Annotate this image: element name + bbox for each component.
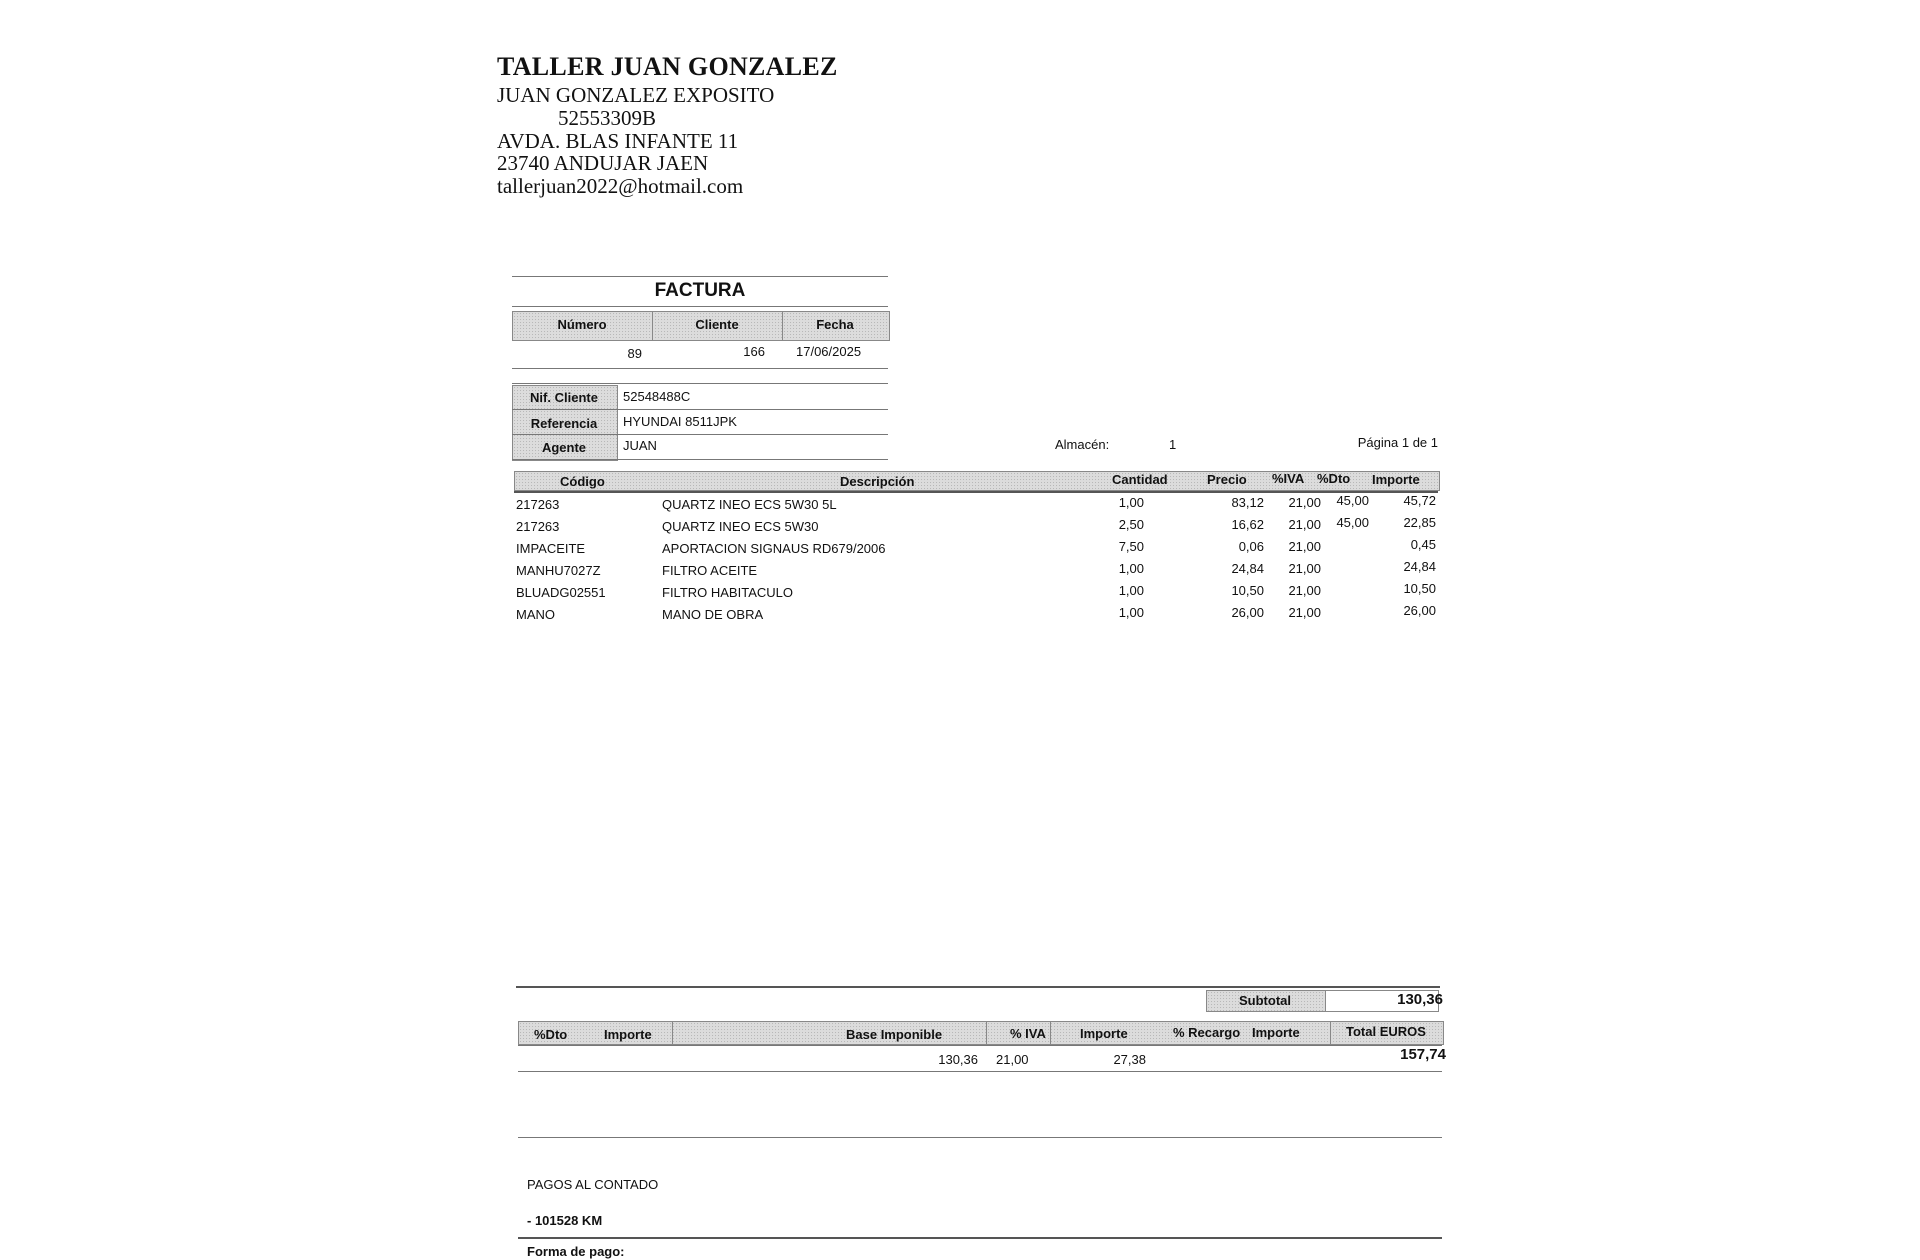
- taxes-header-bar: [518, 1021, 1444, 1045]
- invoice-bottom-rule: [512, 368, 888, 369]
- subtotal-value: 130,36: [1397, 991, 1443, 1008]
- line-cantidad: 1,00: [1118, 495, 1144, 510]
- invoice-title-rule: [512, 306, 888, 307]
- col-importe: Importe: [1372, 472, 1420, 487]
- invoice-number: 89: [627, 346, 642, 361]
- table-row: [514, 517, 1438, 539]
- company-owner: JUAN GONZALEZ EXPOSITO: [497, 83, 775, 107]
- lines-header-rule: [514, 491, 1438, 493]
- invoice-client-id: 166: [743, 344, 765, 359]
- line-importe: 45,72: [1403, 493, 1436, 508]
- line-importe: 10,50: [1403, 581, 1436, 596]
- importe-dto-label: Importe: [604, 1027, 652, 1042]
- line-descripcion: QUARTZ INEO ECS 5W30: [662, 519, 819, 534]
- taxes-header-divider: [1050, 1021, 1051, 1045]
- subtotal-label: Subtotal: [1239, 993, 1291, 1008]
- iva-importe-value: 27,38: [1113, 1052, 1146, 1067]
- almacen-label: Almacén:: [1055, 437, 1110, 452]
- line-descripcion: APORTACION SIGNAUS RD679/2006: [662, 541, 886, 556]
- client-referencia: HYUNDAI 8511JPK: [623, 414, 737, 429]
- iva-importe-label: Importe: [1080, 1026, 1128, 1041]
- line-dto: 45,00: [1336, 515, 1369, 530]
- col-codigo: Código: [560, 474, 605, 489]
- notes-top-rule: [518, 1137, 1442, 1138]
- company-address: AVDA. BLAS INFANTE 11: [497, 129, 739, 153]
- line-cantidad: 1,00: [1118, 583, 1144, 598]
- line-iva: 21,00: [1288, 495, 1321, 510]
- col-cantidad: Cantidad: [1112, 472, 1168, 487]
- client-top-rule: [512, 383, 888, 384]
- line-cantidad: 1,00: [1118, 561, 1144, 576]
- agente-label: Agente: [541, 440, 587, 455]
- line-dto: 45,00: [1336, 493, 1369, 508]
- client-row-rule: [512, 434, 888, 435]
- totals-top-rule: [516, 986, 1440, 988]
- table-row: [514, 561, 1438, 583]
- line-precio: 10,50: [1231, 583, 1264, 598]
- line-codigo: MANO: [516, 607, 555, 622]
- line-descripcion: FILTRO HABITACULO: [662, 585, 793, 600]
- line-iva: 21,00: [1288, 583, 1321, 598]
- km-note: - 101528 KM: [527, 1213, 603, 1228]
- taxes-bottom-rule: [518, 1071, 1442, 1072]
- company-name: TALLER JUAN GONZALEZ: [497, 52, 838, 81]
- col-precio: Precio: [1207, 472, 1247, 487]
- recargo-importe-label: Importe: [1252, 1025, 1300, 1040]
- recargo-label: % Recargo: [1173, 1025, 1241, 1040]
- taxes-header-divider: [986, 1021, 987, 1045]
- total-euros-value: 157,74: [1400, 1046, 1446, 1063]
- table-row: [514, 605, 1438, 627]
- col-dto: %Dto: [1317, 471, 1351, 486]
- iva-pct-label: % IVA: [1010, 1026, 1046, 1041]
- client-nif: 52548488C: [623, 389, 691, 404]
- line-precio: 24,84: [1231, 561, 1264, 576]
- line-codigo: 217263: [516, 519, 560, 534]
- taxes-header-divider: [1330, 1021, 1331, 1045]
- line-importe: 0,45: [1410, 537, 1436, 552]
- line-iva: 21,00: [1288, 605, 1321, 620]
- almacen-value: 1: [1169, 437, 1177, 452]
- line-importe: 22,85: [1403, 515, 1436, 530]
- table-row: [514, 539, 1438, 561]
- line-precio: 83,12: [1231, 495, 1264, 510]
- referencia-label: Referencia: [530, 416, 598, 431]
- nif-label: Nif. Cliente: [530, 390, 598, 405]
- col-iva: %IVA: [1272, 471, 1305, 486]
- line-precio: 16,62: [1231, 517, 1264, 532]
- line-descripcion: MANO DE OBRA: [662, 607, 764, 622]
- line-precio: 26,00: [1231, 605, 1264, 620]
- page-indicator: Página 1 de 1: [1357, 435, 1438, 450]
- line-iva: 21,00: [1288, 517, 1321, 532]
- payment-rule: [518, 1237, 1442, 1239]
- line-descripcion: QUARTZ INEO ECS 5W30 5L: [662, 497, 837, 512]
- lines-table-body: [514, 495, 1438, 627]
- line-importe: 24,84: [1403, 559, 1436, 574]
- dto-label: %Dto: [534, 1027, 568, 1042]
- client-row-rule: [512, 409, 888, 410]
- cliente-label: Cliente: [695, 317, 739, 332]
- col-descripcion: Descripción: [840, 474, 915, 489]
- line-codigo: 217263: [516, 497, 560, 512]
- line-cantidad: 2,50: [1118, 517, 1144, 532]
- line-importe: 26,00: [1403, 603, 1436, 618]
- table-row: [514, 495, 1438, 517]
- taxes-header-rule: [518, 1045, 1442, 1046]
- client-row-rule: [512, 459, 888, 460]
- line-iva: 21,00: [1288, 561, 1321, 576]
- forma-pago-label: Forma de pago:: [527, 1244, 625, 1259]
- invoice-title: FACTURA: [654, 280, 746, 301]
- line-precio: 0,06: [1238, 539, 1264, 554]
- invoice-date: 17/06/2025: [796, 344, 862, 359]
- taxes-header-divider: [672, 1021, 673, 1045]
- company-email: tallerjuan2022@hotmail.com: [497, 174, 744, 198]
- table-row: [514, 583, 1438, 605]
- numero-label: Número: [557, 317, 607, 332]
- line-codigo: IMPACEITE: [516, 541, 586, 556]
- company-city: 23740 ANDUJAR JAEN: [497, 151, 709, 175]
- line-descripcion: FILTRO ACEITE: [662, 563, 758, 578]
- iva-pct-value: 21,00: [996, 1052, 1029, 1067]
- line-codigo: BLUADG02551: [516, 585, 606, 600]
- line-iva: 21,00: [1288, 539, 1321, 554]
- line-cantidad: 1,00: [1118, 605, 1144, 620]
- base-imponible-value: 130,36: [938, 1052, 978, 1067]
- line-codigo: MANHU7027Z: [516, 563, 601, 578]
- fecha-label: Fecha: [816, 317, 854, 332]
- company-tax-id: 52553309B: [558, 106, 657, 130]
- total-euros-label: Total EUROS: [1346, 1024, 1426, 1039]
- payment-note: PAGOS AL CONTADO: [527, 1177, 659, 1192]
- invoice-top-rule: [512, 276, 888, 277]
- base-imponible-label: Base Imponible: [846, 1027, 943, 1042]
- line-cantidad: 7,50: [1118, 539, 1144, 554]
- client-agente: JUAN: [623, 438, 657, 453]
